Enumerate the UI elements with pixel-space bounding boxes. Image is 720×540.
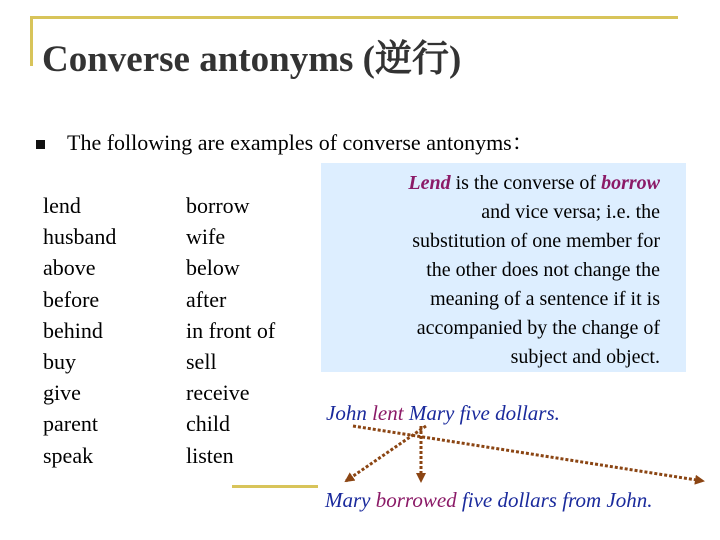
antonym-word: wife — [186, 224, 226, 250]
antonym-word: behind — [43, 317, 103, 343]
example-verb: lent — [372, 401, 404, 425]
antonym-word: lend — [43, 193, 81, 218]
explanation-line: substitution of one member for — [412, 230, 660, 252]
slide-title: Converse antonyms (逆行) — [42, 39, 462, 80]
explanation-line: the other does not change the — [426, 259, 660, 281]
example-text: Mary — [325, 488, 376, 512]
antonym-word: after — [186, 286, 227, 312]
explanation-line: accompanied by the change of — [416, 317, 660, 339]
antonym-word: receive — [186, 380, 250, 406]
antonym-word: husband — [43, 224, 117, 250]
antonym-word: sell — [186, 349, 217, 375]
explanation-text: is the converse of — [450, 172, 602, 194]
explanation-line: subject and object. — [510, 346, 660, 368]
highlight-word: Lend — [408, 172, 451, 194]
arrow-john-to-end — [353, 426, 703, 481]
antonym-word: before — [43, 286, 100, 312]
antonym-word: in front of — [186, 317, 276, 343]
antonym-word: below — [186, 255, 240, 281]
antonym-word: child — [186, 411, 230, 437]
example-sentence-2 — [325, 488, 652, 513]
explanation-line: and vice versa; i.e. the — [481, 201, 660, 223]
explanation-line: meaning of a sentence if it is — [430, 288, 660, 310]
antonym-word: give — [43, 380, 81, 406]
antonym-word: parent — [43, 411, 98, 437]
antonym-word: above — [43, 255, 96, 281]
antonym-word: buy — [43, 349, 76, 375]
intro-text: The following are examples of converse antonyms： — [67, 130, 534, 155]
antonym-word: borrow — [186, 193, 250, 218]
example-text: five dollars from John. — [456, 488, 653, 512]
antonym-word: speak — [43, 442, 94, 468]
antonym-word: listen — [186, 442, 234, 468]
example-verb: borrowed — [375, 488, 457, 512]
example-text: Mary five dollars. — [403, 401, 560, 425]
highlight-word: borrow — [601, 172, 660, 194]
example-text: John — [326, 401, 373, 425]
